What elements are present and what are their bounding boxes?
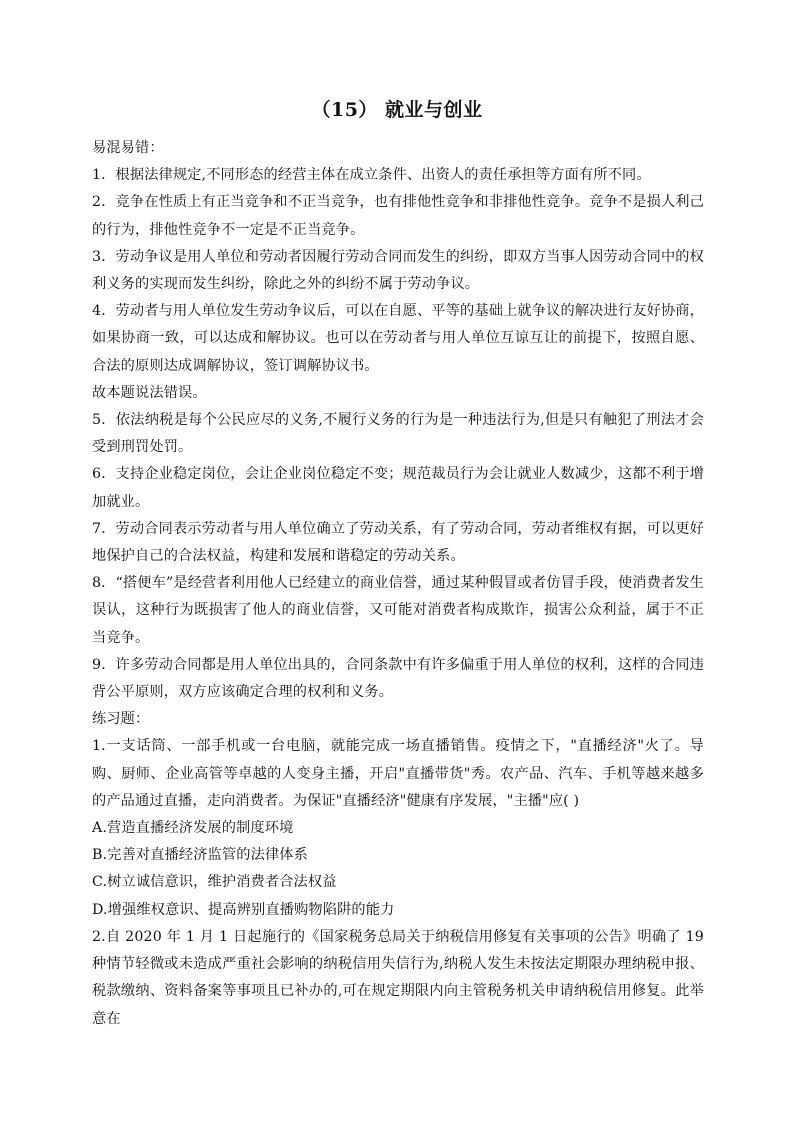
section-heading-exercises: 练习题： [92,711,150,728]
mistake-item: 4．劳动者与用人单位发生劳动争议后，可以在自愿、平等的基础上就争议的解决进行友好协商，如果协商一致，可以达成和解协议。也可以在劳动者与用人单位互谅互让的前提下，按照自愿、合法的原则达成调解协议，签订调解协议书。 [92,303,704,374]
exercise-option-c: C.树立诚信意识，维护消费者合法权益 [92,874,337,891]
mistake-conclusion: 故本题说法错误。 [92,384,207,401]
mistake-item: 5．依法纳税是每个公民应尽的义务,不履行义务的行为是一种违法行为,但是只有触犯了刑法才会受到刑罚处罚。 [92,412,704,456]
document-body [92,135,704,1033]
exercise-question-1: 1.一支话筒、一部手机或一台电脑，就能完成一场直播销售。疫情之下，"直播经济"火了。导购、厨师、企业高管等卓越的人变身主播，开启"直播带货"秀。农产品、汽车、手机等越来越多的产品通过直播，走向消费者。为保证"直播经济"健康有序发展，"主播"应( ) [92,738,704,809]
exercise-option-d: D.增强维权意识、提高辨别直播购物陷阱的能力 [92,901,395,918]
mistake-item: 6．支持企业稳定岗位，会让企业岗位稳定不变；规范裁员行为会让就业人数减少，这都不利于增加就业。 [92,466,704,510]
page-title: （15） 就业与创业 [311,99,483,121]
mistake-item: 3．劳动争议是用人单位和劳动者因履行劳动合同而发生的纠纷，即双方当事人因劳动合同中的权利义务的实现而发生纠纷，除此之外的纠纷不属于劳动争议。 [92,248,704,293]
exercise-option-a: A.营造直播经济发展的制度环境 [92,820,294,837]
mistake-item: 2．竞争在性质上有正当竞争和不正当竞争，也有排他性竞争和非排他性竞争。竞争不是损人利己的行为，排他性竞争不一定是不正当竞争。 [92,194,704,238]
section-heading-mistakes: 易混易错： [92,140,164,156]
mistake-item: 7．劳动合同表示劳动者与用人单位确立了劳动关系，有了劳动合同，劳动者维权有据，可以更好地保护自己的合法权益，构建和发展和谐稳定的劳动关系。 [92,520,704,565]
mistake-item: 1．根据法律规定,不同形态的经营主体在成立条件、出资人的责任承担等方面有所不同。 [92,167,651,184]
mistake-item: 8．“搭便车”是经营者利用他人已经建立的商业信誉，通过某种假冒或者仿冒手段，使消费者发生误认，这种行为既损害了他人的商业信誉，又可能对消费者构成欺诈，损害公众利益，属于不正当竞争。 [92,575,704,646]
mistake-item: 9．许多劳动合同都是用人单位出具的，合同条款中有许多偏重于用人单位的权利，这样的合同违背公平原则，双方应该确定合理的权利和义务。 [92,656,704,701]
exercise-option-b: B.完善对直播经济监管的法律体系 [92,847,308,864]
exercise-question-2: 2.自 2020 年 1 月 1 日起施行的《国家税务总局关于纳税信用修复有关事项的公告》明确了 19 种情节轻微或未造成严重社会影响的纳税信用失信行为,纳税人发生未按法定期限办理纳税申报、税款缴纳、资料备案等事项且已补办的,可在规定期限内向主管税务机关申请纳税信用修复。此举意在 [92,928,704,1027]
